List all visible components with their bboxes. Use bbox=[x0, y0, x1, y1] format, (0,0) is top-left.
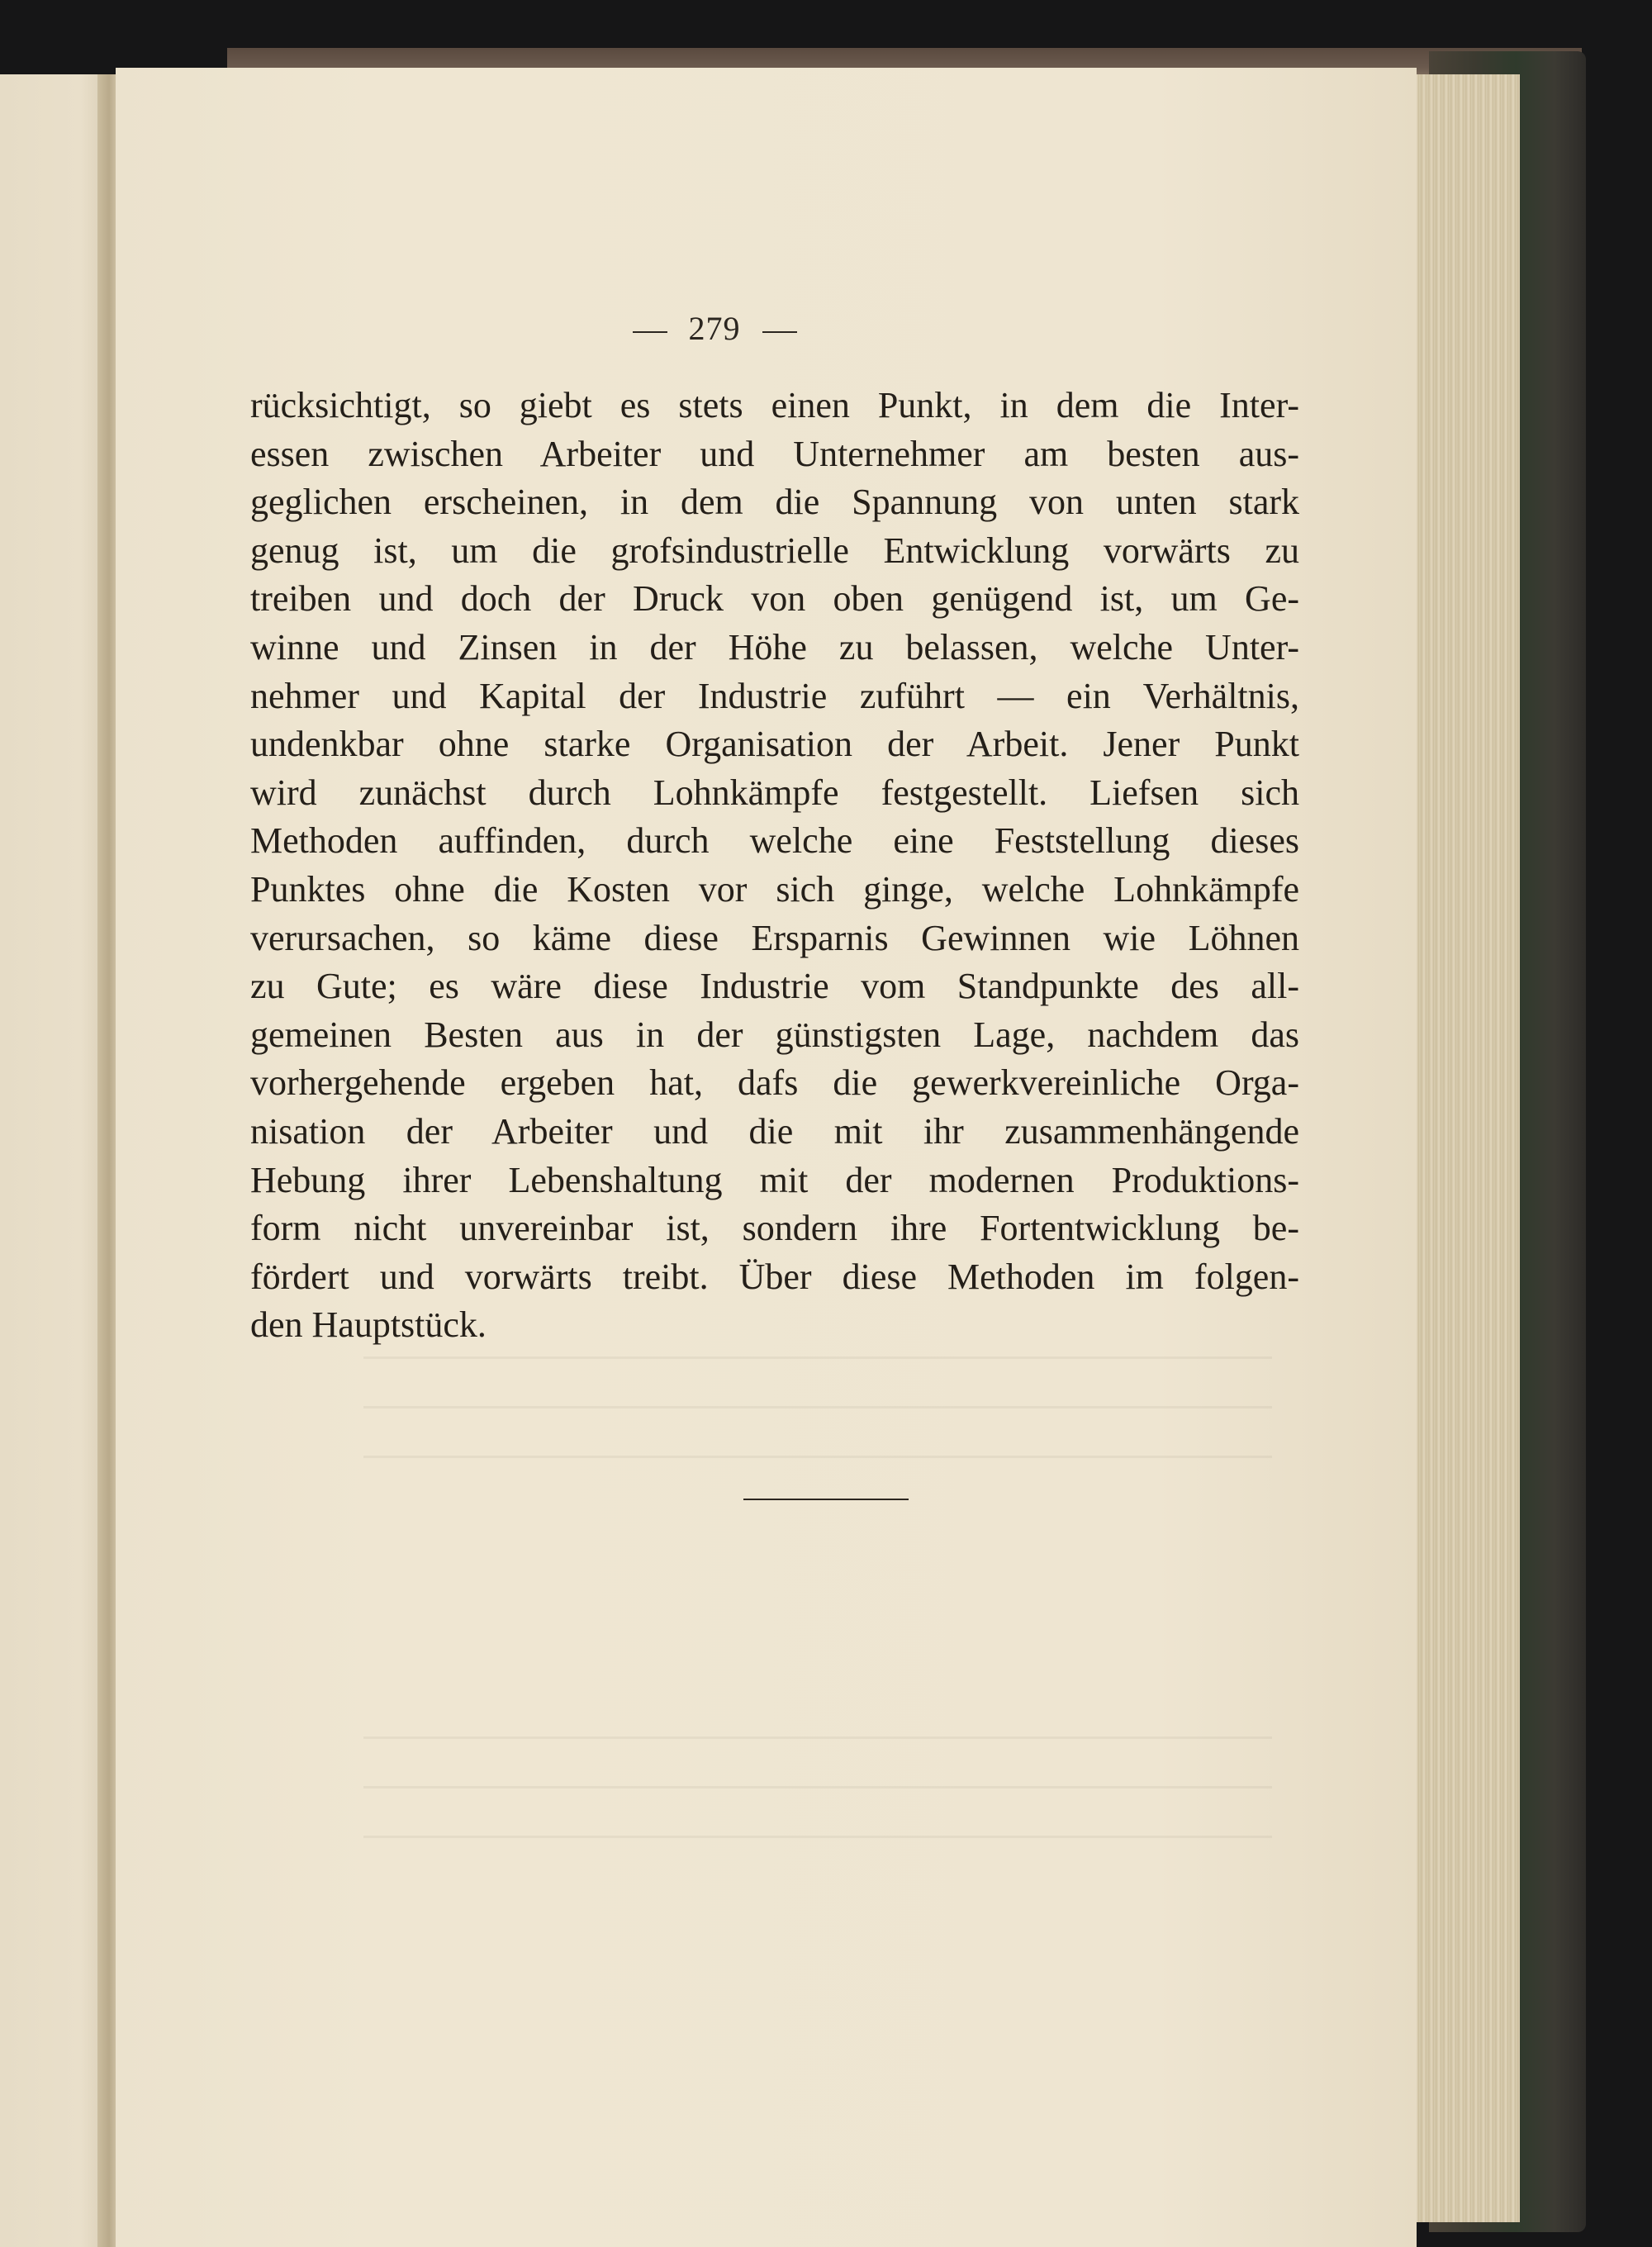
page-number bbox=[116, 309, 1313, 348]
text-line: fördert und vorwärts treibt. Über diese Methoden im folgen- bbox=[250, 1256, 1299, 1297]
text-line: form nicht unvereinbar ist, sondern ihre Fortentwicklung be- bbox=[250, 1208, 1299, 1249]
text-line: nisation der Arbeiter und die mit ihr zusammenhängende bbox=[250, 1110, 1299, 1152]
body-text bbox=[250, 382, 1299, 1350]
show-through-line bbox=[363, 1786, 1272, 1789]
text-line: winne und Zinsen in der Höhe zu belassen, welche Unter- bbox=[250, 626, 1299, 667]
show-through-line bbox=[363, 1406, 1272, 1409]
text-line: Methoden auffinden, durch welche eine Feststellung dieses bbox=[250, 820, 1299, 862]
text-line: geglichen erscheinen, in dem die Spannung von unten stark bbox=[250, 482, 1299, 523]
show-through-line bbox=[363, 1736, 1272, 1739]
show-through-line bbox=[363, 1356, 1272, 1359]
text-line: zu Gute; es wäre diese Industrie vom Standpunkte des all- bbox=[250, 966, 1299, 1007]
text-line: rücksichtigt, so giebt es stets einen Punkt, in dem die Inter- bbox=[250, 385, 1299, 425]
text-line-last: den Hauptstück. bbox=[250, 1304, 487, 1346]
text-line: essen zwischen Arbeiter und Unternehmer am besten aus- bbox=[250, 433, 1299, 474]
section-end-rule bbox=[743, 1499, 909, 1500]
text-line: Hebung ihrer Lebenshaltung mit der modernen Produktions- bbox=[250, 1159, 1299, 1200]
show-through-line bbox=[363, 1456, 1272, 1458]
text-line: undenkbar ohne starke Organisation der Arbeit. Jener Punkt bbox=[250, 724, 1299, 765]
page-number-dash-right bbox=[762, 331, 797, 333]
text-line: genug ist, um die grofsindustrielle Entwicklung vorwärts zu bbox=[250, 530, 1299, 571]
book-page bbox=[116, 68, 1417, 2247]
text-line: Punktes ohne die Kosten vor sich ginge, welche Lohnkämpfe bbox=[250, 868, 1299, 910]
text-line: gemeinen Besten aus in der günstigsten Lage, nachdem das bbox=[250, 1014, 1299, 1055]
show-through-line bbox=[363, 1836, 1272, 1838]
page-number-value: 279 bbox=[688, 310, 741, 347]
text-line: vorhergehende ergeben hat, dafs die gewerkvereinliche Orga- bbox=[250, 1062, 1299, 1104]
text-line: nehmer und Kapital der Industrie zuführt — ein Verhältnis, bbox=[250, 675, 1299, 716]
text-line: treiben und doch der Druck von oben genügend ist, um Ge- bbox=[250, 578, 1299, 620]
page-number-dash-left bbox=[633, 331, 667, 333]
text-line: verursachen, so käme diese Ersparnis Gewinnen wie Löhnen bbox=[250, 917, 1299, 958]
text-line: wird zunächst durch Lohnkämpfe festgestellt. Liefsen sich bbox=[250, 772, 1299, 813]
page-edges bbox=[1404, 74, 1520, 2222]
